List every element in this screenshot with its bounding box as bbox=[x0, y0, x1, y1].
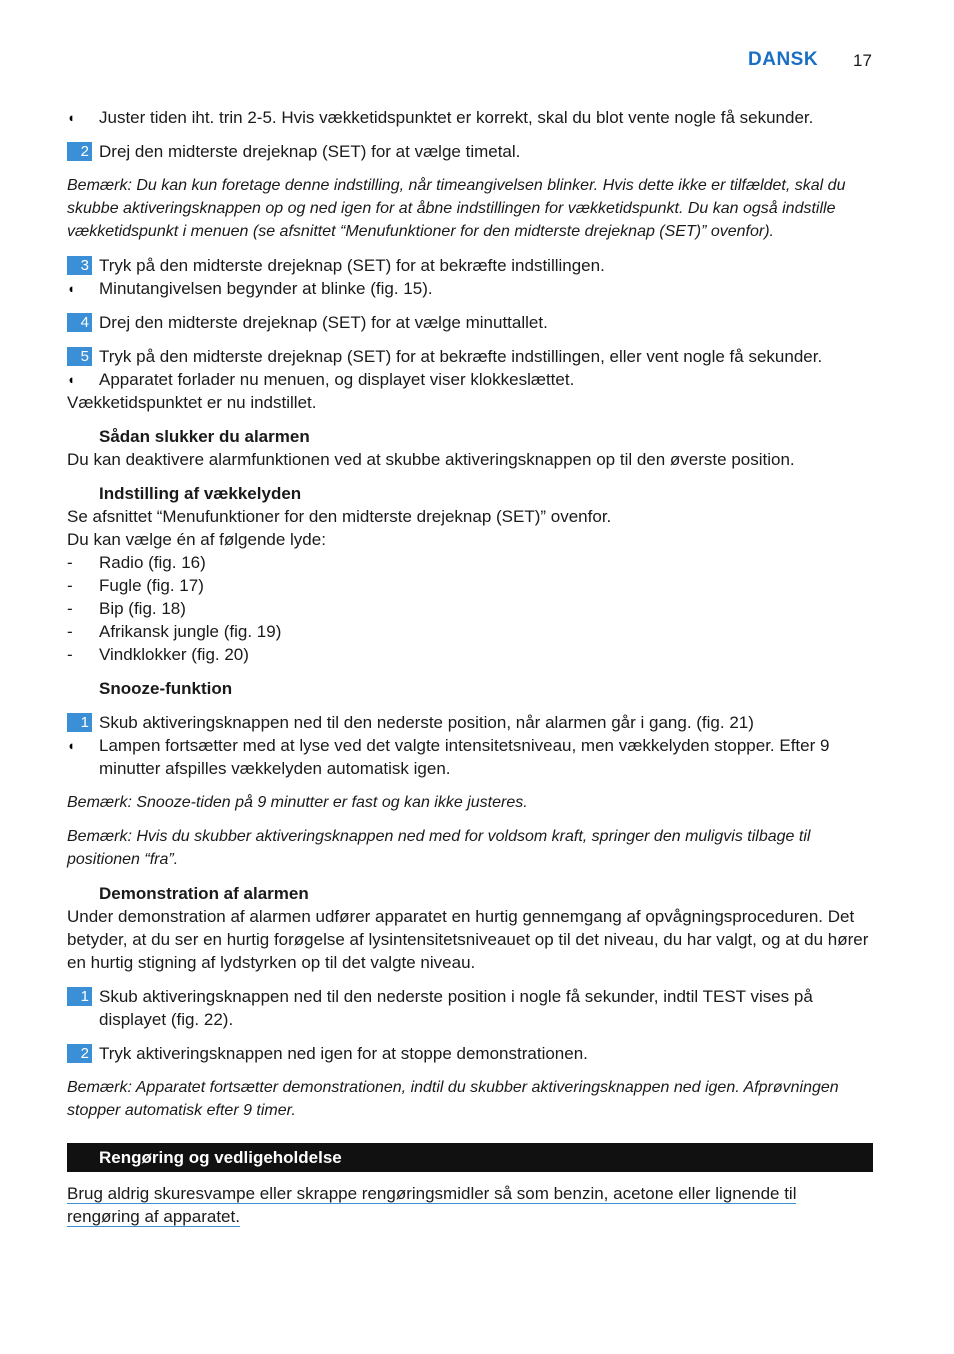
bullet-text: Apparatet forlader nu menuen, og displayet viser klokkeslættet. bbox=[99, 370, 575, 389]
list-item bbox=[67, 643, 873, 666]
step-item bbox=[67, 254, 873, 277]
step-item bbox=[67, 985, 873, 1031]
section-banner: Rengøring og vedligeholdelse bbox=[67, 1143, 873, 1172]
dash-bullet: - bbox=[67, 622, 73, 641]
list-item-text: Radio (fig. 16) bbox=[99, 553, 206, 572]
section-heading: Demonstration af alarmen bbox=[99, 884, 309, 903]
step-number: 4 bbox=[67, 313, 92, 332]
paragraph: Under demonstration af alarmen udfører apparatet en hurtig gennemgang af opvågningsproceduren. Det betyder, at du ser en hurtig forøgelse af lysintensitetsniveauet op til det niveau, du har valgt, og at du hører en hurtig stigning af lydstyrken op til det valgte niveau. bbox=[67, 907, 869, 972]
note: Bemærk: Snooze-tiden på 9 minutter er fast og kan ikke justeres. bbox=[67, 794, 528, 811]
bullet-item bbox=[67, 106, 873, 129]
paragraph: Se afsnittet “Menufunktioner for den midterste drejeknap (SET)” ovenfor. bbox=[67, 507, 612, 526]
list-item-text: Vindklokker (fig. 20) bbox=[99, 645, 249, 664]
list-item bbox=[67, 597, 873, 620]
step-item bbox=[67, 1042, 873, 1065]
step-number: 1 bbox=[67, 987, 92, 1006]
list-item-text: Afrikansk jungle (fig. 19) bbox=[99, 622, 282, 641]
step-number: 2 bbox=[67, 142, 92, 161]
bullet-item bbox=[67, 277, 873, 300]
step-number: 2 bbox=[67, 1044, 92, 1063]
step-item bbox=[67, 345, 873, 368]
step-text: Tryk aktiveringsknappen ned igen for at stoppe demonstrationen. bbox=[99, 1044, 588, 1063]
list-item bbox=[67, 551, 873, 574]
dash-bullet: - bbox=[67, 599, 73, 618]
section-heading: Indstilling af vækkelyden bbox=[99, 484, 302, 503]
triangle-bullet-icon: ◖ bbox=[67, 281, 75, 296]
paragraph: Du kan deaktivere alarmfunktionen ved at skubbe aktiveringsknappen op til den øverste position. bbox=[67, 450, 795, 469]
bullet-item bbox=[67, 368, 873, 391]
step-number: 5 bbox=[67, 347, 92, 366]
list-item-text: Bip (fig. 18) bbox=[99, 599, 186, 618]
dash-bullet: - bbox=[67, 576, 73, 595]
list-item bbox=[67, 574, 873, 597]
step-text: Skub aktiveringsknappen ned til den nederste position i nogle få sekunder, indtil TEST vises på displayet (fig. 22). bbox=[99, 987, 813, 1029]
list-item bbox=[67, 620, 873, 643]
dash-bullet: - bbox=[67, 645, 73, 664]
step-text: Drej den midterste drejeknap (SET) for at vælge minuttallet. bbox=[99, 313, 548, 332]
section-heading: Sådan slukker du alarmen bbox=[99, 427, 310, 446]
triangle-bullet-icon: ◖ bbox=[67, 372, 75, 387]
header-language: DANSK bbox=[748, 49, 819, 70]
triangle-bullet-icon: ◖ bbox=[67, 110, 75, 125]
warning-underlined-text: Brug aldrig skuresvampe eller skrappe rengøringsmidler så som benzin, acetone eller lignende til rengøring af apparatet. bbox=[67, 1184, 797, 1226]
bullet-item bbox=[67, 734, 873, 780]
paragraph: Du kan vælge én af følgende lyde: bbox=[67, 530, 326, 549]
step-text: Tryk på den midterste drejeknap (SET) for at bekræfte indstillingen, eller vent nogle få sekunder. bbox=[99, 347, 823, 366]
list-item-text: Fugle (fig. 17) bbox=[99, 576, 204, 595]
note: Bemærk: Hvis du skubber aktiveringsknappen ned med for voldsom kraft, springer den muligvis tilbage til positionen “fra”. bbox=[67, 828, 811, 868]
note: Bemærk: Apparatet fortsætter demonstrationen, indtil du skubber aktiveringsknappen ned igen. Afprøvningen stopper automatisk efter 9 timer. bbox=[67, 1079, 839, 1119]
note: Bemærk: Du kan kun foretage denne indstilling, når timeangivelsen blinker. Hvis dette ikke er tilfældet, skal du skubbe aktiveringsknappen op og ned igen for at åbne indstillingen for vækketidspunkt. Du kan også indstille vækketidspunkt i menuen (se afsnittet “Menufunktioner for den midterste drejeknap (SET)” ovenfor). bbox=[67, 177, 846, 240]
step-item bbox=[67, 140, 873, 163]
step-text: Drej den midterste drejeknap (SET) for at vælge timetal. bbox=[99, 142, 521, 161]
step-number: 3 bbox=[67, 256, 92, 275]
step-number: 1 bbox=[67, 713, 92, 732]
page-content bbox=[67, 106, 873, 1228]
triangle-bullet-icon: ◖ bbox=[67, 738, 75, 753]
bullet-text: Minutangivelsen begynder at blinke (fig. 15). bbox=[99, 279, 433, 298]
page-number: 17 bbox=[853, 51, 872, 70]
dash-bullet: - bbox=[67, 553, 73, 572]
warning-text bbox=[67, 1182, 873, 1228]
step-item bbox=[67, 311, 873, 334]
step-text: Skub aktiveringsknappen ned til den nederste position, når alarmen går i gang. (fig. 21) bbox=[99, 713, 754, 732]
step-item bbox=[67, 711, 873, 734]
paragraph: Vækketidspunktet er nu indstillet. bbox=[67, 393, 317, 412]
bullet-text: Lampen fortsætter med at lyse ved det valgte intensitetsniveau, men vækkelyden stopper. Efter 9 minutter afspilles vækkelyden automatisk igen. bbox=[99, 736, 830, 778]
step-text: Tryk på den midterste drejeknap (SET) for at bekræfte indstillingen. bbox=[99, 256, 605, 275]
section-heading: Snooze-funktion bbox=[99, 679, 233, 698]
bullet-text: Juster tiden iht. trin 2-5. Hvis vækketidspunktet er korrekt, skal du blot vente nogle få sekunder. bbox=[99, 108, 814, 127]
